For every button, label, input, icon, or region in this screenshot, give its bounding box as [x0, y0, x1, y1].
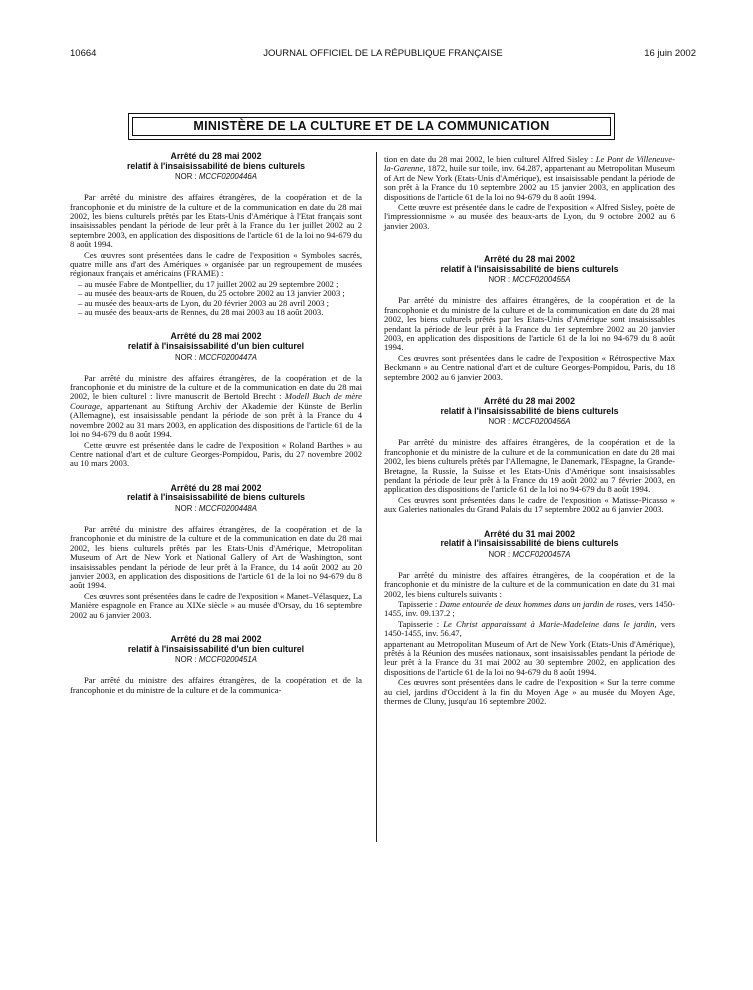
venue-list	[70, 280, 362, 318]
nor-reference: NOR : MCCF0200456A	[488, 417, 571, 427]
nor-reference: NOR : MCCF0200448A	[175, 503, 257, 513]
page-header	[70, 48, 696, 62]
article-subtitle: relatif à l'insaisissabilité d'un bien culturel	[127, 341, 305, 352]
nor-reference: NOR : MCCF0200455A	[488, 275, 571, 285]
ministry-banner	[128, 113, 615, 140]
nor-reference: NOR : MCCF0200446A	[175, 172, 257, 182]
publication-date: 16 juin 2002	[644, 48, 696, 59]
article-title: Arrêté du 28 mai 2002	[170, 482, 262, 493]
article-paragraph: Ces œuvres sont présentées dans le cadre de l'exposition « Symboles sacrés, quatre mille ans d'art des Amériques » organisée par un regroupement de musées régionaux français et américains (FRAME) :	[70, 249, 362, 279]
article-paragraph: Cette œuvre est présentée dans le cadre de l'exposition « Roland Barthes » au Centre national d'art et de culture Georges-Pompidou, Paris, du 27 novembre 2002 au 10 mars 2003.	[70, 439, 362, 469]
article-title: Arrêté du 31 mai 2002	[484, 528, 575, 539]
article-title: Arrêté du 28 mai 2002	[170, 633, 262, 644]
article-paragraph: Par arrêté du ministre des affaires étrangères, de la coopération et de la francophonie et du ministre de la culture et de la communication en date du 28 mai 2002, les biens culturels prêtés par les Etats-Unis d'Amérique sont insaisissables pendant la période de leur prêt à la France du 1er septembre 2002 au 20 janvier 2003, en application des dispositions de l'article 61 de la loi no 94-679 du 8 août 1994.	[384, 295, 675, 353]
article-title: Arrêté du 28 mai 2002	[484, 396, 575, 407]
article-446	[70, 152, 362, 317]
left-column	[70, 152, 362, 710]
list-item: – au musée des beaux-arts de Rennes, du 28 mai 2003 au 18 août 2003.	[78, 307, 324, 318]
article-paragraph: tion en date du 28 mai 2002, le bien culturel Alfred Sisley : Le Pont de Villeneuve-la-Garenne, 1872, huile sur toile, inv. 64.287, appartenant au Metropolitan Museum of Art de New York (Etats-Unis d'Amérique), est insaisissable pendant la période de son prêt à la France du 10 septembre 2002 au 15 janvier 2003, en application des dispositions de l'article 61 de la loi no 94-679 du 8 août 1994.	[384, 154, 675, 202]
article-subtitle: relatif à l'insaisissabilité d'un bien culturel	[127, 643, 305, 654]
nor-code: MCCF0200457A	[512, 549, 571, 559]
article-457	[384, 530, 675, 707]
article-455	[384, 255, 675, 382]
nor-code: MCCF0200451A	[198, 655, 257, 665]
article-subtitle: relatif à l'insaisissabilité de biens culturels	[440, 405, 619, 416]
article-paragraph: Par arrêté du ministre des affaires étrangères, de la coopération et de la francophonie et du ministre de la culture et de la communication en date du 28 mai 2002, le bien culturel : livre manuscrit de Bertold Brecht : Modell Buch de mère Courage, appartenant au Stiftung Archiv der Akademie der Künste de Berlin (Allemagne), est insaisissable pendant la période de son prêt à la France du 4 novembre 2002 au 31 mars 2003, en application des dispositions de l'article 61 de la loi no 94-679 du 8 août 1994.	[70, 372, 362, 440]
nor-code: MCCF0200446A	[198, 172, 257, 182]
tapestry-item: Tapisserie : Le Christ apparaissant à Marie-Madeleine dans le jardin, vers 1450-1455, inv. 56.47,	[384, 618, 675, 639]
article-456	[384, 397, 675, 514]
article-subtitle: relatif à l'insaisissabilité de biens culturels	[440, 263, 619, 274]
tapestry-item: Tapisserie : Dame entourée de deux hommes dans un jardin de roses, vers 1450-1455, inv. 09.137.2 ;	[384, 598, 675, 619]
article-451	[70, 635, 362, 695]
article-paragraph: Ces œuvres sont présentées dans le cadre de l'exposition « Sur la terre comme au ciel, jardins d'Occident à la fin du Moyen Age » au musée du Moyen Age, thermes de Cluny, jusqu'au 16 septembre 2002.	[384, 677, 675, 706]
article-title: Arrêté du 28 mai 2002	[170, 331, 262, 342]
article-451-continued	[384, 155, 675, 231]
article-paragraph: Par arrêté du ministre des affaires étrangères, de la coopération et de la francophonie et du ministre de la culture et de la communication en date du 28 mai 2002, les biens culturels prêtés par les Etats-Unis d'Amérique, Metropolitan Museum of Art de New York et National Gallery of Art de Washington, sont insaisissables pendant la période de leur prêt à la France, du 14 août 2002 au 20 janvier 2003, en application des dispositions de l'article 61 de la loi no 94-679 du 8 août 1994.	[70, 523, 362, 591]
list-item: – au musée des beaux-arts de Lyon, du 20 février 2003 au 28 avril 2003 ;	[78, 297, 330, 308]
page-number: 10664	[70, 48, 97, 59]
article-paragraph: Par arrêté du ministre des affaires étrangères, de la coopération et de la francophonie et du ministre de la culture et de la communication en date du 28 mai 2002, les biens culturels prêtés par les Etats-Unis d'Amérique à l'Etat français sont insaisissables pendant la période de leur prêt à la France du 1er juillet 2002 au 2 septembre 2003, en application des dispositions de l'article 61 de la loi no 94-679 du 8 août 1994.	[70, 192, 362, 250]
article-paragraph: appartenant au Metropolitan Museum of Art de New York (Etats-Unis d'Amérique), prêtés à la Réunion des musées nationaux, sont insaisissables pendant la période de leur prêt à la France du 31 mai 2002 au 30 septembre 2002, en application des dispositions de l'article 61 de la loi no 94-679 du 8 août 1994.	[384, 638, 675, 677]
nor-code: MCCF0200455A	[512, 275, 571, 285]
nor-reference: NOR : MCCF0200447A	[175, 352, 257, 362]
nor-code: MCCF0200448A	[198, 503, 257, 513]
article-447	[70, 332, 362, 468]
list-item: – au musée Fabre de Montpellier, du 17 juillet 2002 au 29 septembre 2002 ;	[78, 278, 339, 289]
nor-code: MCCF0200456A	[512, 417, 571, 427]
ministry-title: MINISTÈRE DE LA CULTURE ET DE LA COMMUNICATION	[132, 117, 611, 136]
nor-code: MCCF0200447A	[198, 352, 257, 362]
article-paragraph: Ces œuvres sont présentées dans le cadre de l'exposition « Matisse-Picasso » aux Galeries nationales du Grand Palais du 17 septembre 2002 au 6 janvier 2003.	[384, 494, 675, 515]
list-item: – au musée des beaux-arts de Rouen, du 25 octobre 2002 au 13 janvier 2003 ;	[78, 288, 345, 299]
journal-title: JOURNAL OFFICIEL DE LA RÉPUBLIQUE FRANÇAISE	[263, 48, 503, 59]
right-column	[384, 155, 675, 721]
article-paragraph: Ces œuvres sont présentées dans le cadre de l'exposition « Manet–Vélasquez, La Manière espagnole en France au XIXe siècle » au musée d'Orsay, du 16 septembre 2002 au 6 janvier 2003.	[70, 590, 362, 620]
nor-reference: NOR : MCCF0200457A	[488, 549, 571, 559]
article-title: Arrêté du 28 mai 2002	[170, 151, 262, 161]
article-paragraph: Par arrêté du ministre des affaires étrangères, de la coopération et de la francophonie et du ministre de la culture et de la communica-	[70, 675, 362, 695]
article-paragraph: Ces œuvres sont présentées dans le cadre de l'exposition « Rétrospective Max Beckmann » au Centre national d'art et de culture Georges-Pompidou, Paris, du 18 septembre 2002 au 6 janvier 2003.	[384, 352, 675, 382]
article-paragraph: Par arrêté du ministre des affaires étrangères, de la coopération et de la francophonie et du ministre de la culture et de la communication en date du 28 mai 2002, les biens culturels prêtés par l'Allemagne, le Danemark, l'Espagne, la Grande-Bretagne, la Russie, la Suisse et les Etats-Unis d'Amérique sont insaisissables pendant la période de leur prêt à la France du 19 août 2002 au 7 février 2003, en application des dispositions de l'article 61 de la loi no 94-679 du 8 août 1994.	[384, 437, 675, 495]
article-subtitle: relatif à l'insaisissabilité de biens culturels	[126, 160, 306, 171]
nor-reference: NOR : MCCF0200451A	[175, 655, 257, 665]
article-subtitle: relatif à l'insaisissabilité de biens culturels	[440, 538, 619, 549]
article-paragraph: Par arrêté du ministre des affaires étrangères, de la coopération et de la francophonie et du ministre de la culture et de la communication en date du 31 mai 2002, les biens culturels suivants :	[384, 569, 675, 599]
article-subtitle: relatif à l'insaisissabilité de biens culturels	[126, 492, 306, 503]
article-title: Arrêté du 28 mai 2002	[484, 254, 575, 265]
article-448	[70, 484, 362, 620]
article-paragraph: Cette œuvre est présentée dans le cadre de l'exposition « Alfred Sisley, poète de l'impressionnisme » au musée des beaux-arts de Lyon, du 9 octobre 2002 au 6 janvier 2003.	[384, 202, 675, 231]
column-divider	[376, 152, 377, 842]
